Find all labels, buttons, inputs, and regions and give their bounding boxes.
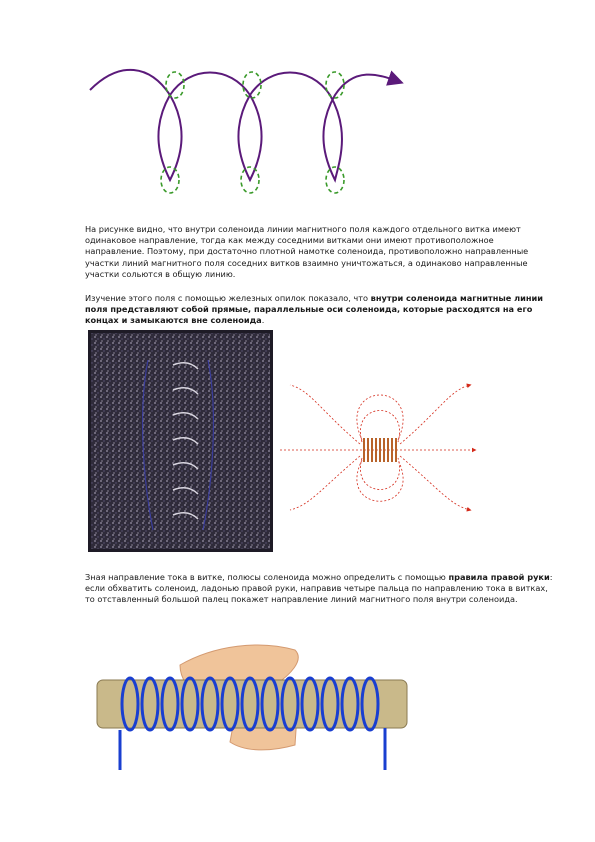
- right-hand-rule-illustration: [85, 620, 415, 780]
- paragraph-filings-end: .: [261, 315, 265, 326]
- paragraph-filings-intro: Изучение этого поля с помощью железных опилок показало, что: [85, 293, 371, 303]
- paragraph-explanation: На рисунке видно, что внутри соленоида линии магнитного поля каждого отдельного витка имеют одинаковое направление, тогда как между соседними витками они имеют противоположное направление. Поэтому, при достаточно плотной намотке соленоида, противоположно направленные участки линий магнитного поля соседних витков взаимно уничтожаться, а одинаково направленные участки сольются в общую линию.: [85, 224, 529, 279]
- coil-wire: [90, 70, 400, 180]
- solenoid-field-diagram: [280, 380, 480, 515]
- copper-coil: [364, 438, 396, 462]
- paragraph-rule-bold: правила правой руки: [448, 572, 550, 582]
- coil-field-diagram: [80, 60, 420, 210]
- paragraph-filings: [85, 293, 555, 327]
- iron-filings-photo: [88, 330, 273, 552]
- paragraph-right-hand-rule: [85, 572, 555, 606]
- paragraph-rule-intro: Зная направление тока в витке, полюсы соленоида можно определить с помощью: [85, 572, 449, 582]
- paragraph-rule-rest: : если обхватить соленоид, ладонью правой руки, направив четыре пальца по направлению тока в витках, то отставленный большой палец покажет направление линий магнитного поля внутри соленоида.: [85, 572, 553, 605]
- paragraph-filings-bold: внутри соленоида магнитные линии поля представляют собой прямые, параллельные оси соленоида, которые расходятся на его концах и замыкаются вне соленоида: [85, 293, 544, 326]
- field-lines: [280, 385, 475, 510]
